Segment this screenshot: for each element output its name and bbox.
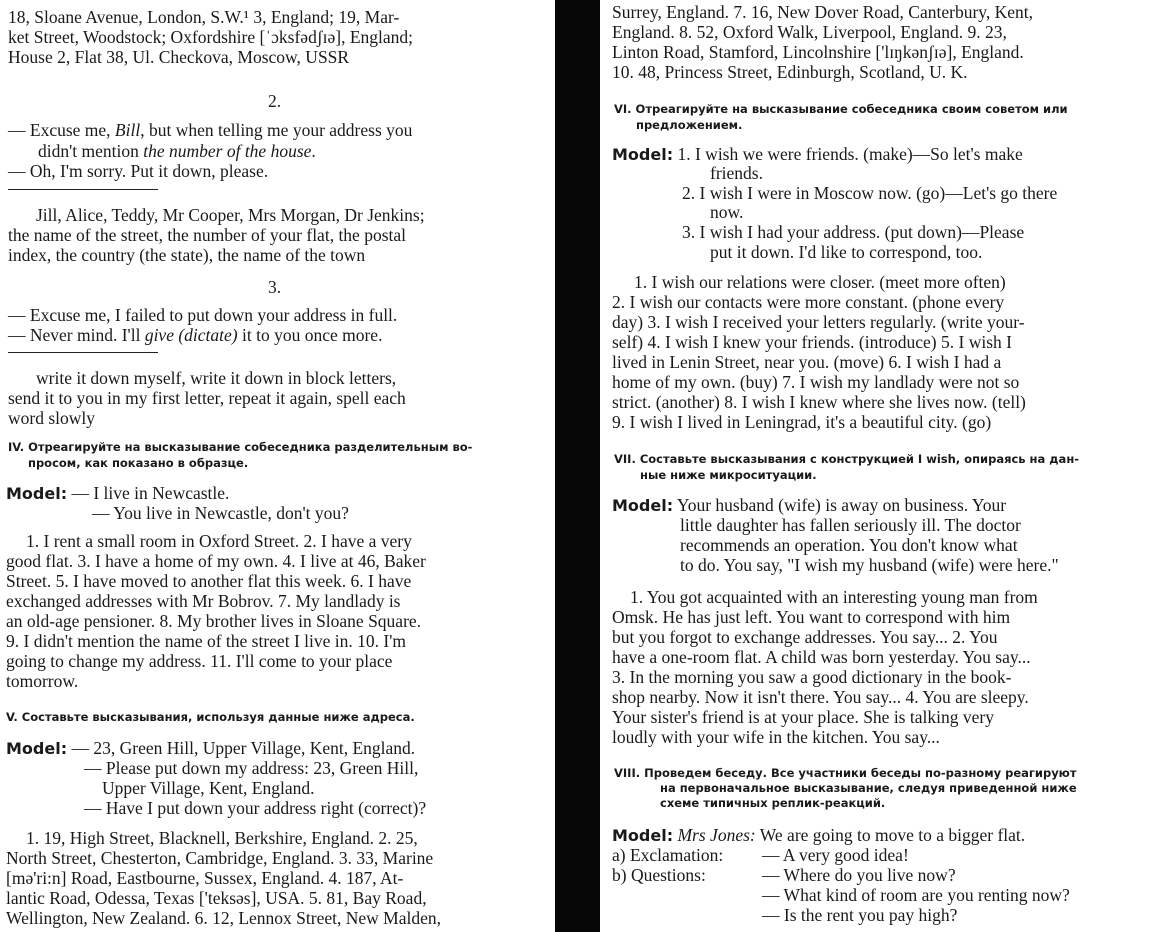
model-block: Model: 1. I wish we were friends. (make)—So let's make — [612, 144, 1023, 164]
divider-rule — [8, 352, 158, 353]
model-line: now. — [710, 202, 744, 222]
section-number: 3. — [268, 277, 282, 297]
model-line: — Where do you live now? — [762, 865, 956, 885]
exercise-heading: на первоначальное высказывание, следуя приведенной ниже — [660, 781, 1077, 795]
text-line: [mə'ri:n] Road, Eastbourne, Sussex, England. 4. 187, At- — [6, 868, 404, 888]
text-line: 1. You got acquainted with an interesting young man from — [630, 587, 1038, 607]
model-block: Model: Your husband (wife) is away on business. Your — [612, 495, 1007, 515]
dialogue-line: didn't mention the number of the house. — [38, 141, 316, 161]
model-line: put it down. I'd like to correspond, too. — [710, 242, 983, 262]
text-line: House 2, Flat 38, Ul. Checkova, Moscow, USSR — [8, 47, 350, 67]
dialogue-line: — Excuse me, I failed to put down your address in full. — [8, 305, 398, 325]
page-gutter — [555, 0, 600, 932]
text-line: North Street, Chesterton, Cambridge, England. 3. 33, Marine — [6, 848, 434, 868]
text-line: 1. I wish our relations were closer. (meet more often) — [634, 272, 1006, 292]
text-line: an old-age pensioner. 8. My brother lives in Sloane Square. — [6, 611, 422, 631]
text-line: lantic Road, Odessa, Texas ['teksəs], USA. 5. 81, Bay Road, — [6, 888, 427, 908]
dialogue-line: — Excuse me, Bill, but when telling me your address you — [8, 120, 413, 140]
text-line: shop nearby. Now it isn't there. You say... 4. You are sleepy. — [612, 687, 1029, 707]
text-line: 3. In the morning you saw a good dictionary in the book- — [612, 667, 1012, 687]
text-line: index, the country (the state), the name of the town — [8, 245, 366, 265]
text-line: write it down myself, write it down in block letters, — [36, 368, 397, 388]
model-line-label: a) Exclamation: — [612, 845, 724, 865]
model-block: Model: — I live in Newcastle. — [6, 483, 230, 503]
text-line: lived in Lenin Street, near you. (move) 6. I wish I had a — [612, 352, 1002, 372]
model-line: — Please put down my address: 23, Green Hill, — [84, 758, 419, 778]
model-line: recommends an operation. You don't know what — [680, 535, 1018, 555]
text-line: but you forgot to exchange addresses. You say... 2. You — [612, 627, 998, 647]
text-line: loudly with your wife in the kitchen. You say... — [612, 727, 940, 747]
exercise-heading: V. Составьте высказывания, используя данные ниже адреса. — [6, 710, 415, 724]
text-line: the name of the street, the number of your flat, the postal — [8, 225, 406, 245]
text-line: 1. 19, High Street, Blacknell, Berkshire, England. 2. 25, — [26, 828, 418, 848]
text-line: 9. I wish I lived in Leningrad, it's a beautiful city. (go) — [612, 412, 992, 432]
text-line: Street. 5. I have moved to another flat this week. 6. I have — [6, 571, 412, 591]
text-line: 18, Sloane Avenue, London, S.W.¹ 3, England; 19, Mar- — [8, 7, 400, 27]
exercise-heading: предложением. — [636, 118, 743, 132]
text-line: have a one-room flat. A child was born yesterday. You say... — [612, 647, 1031, 667]
model-line: 2. I wish I were in Moscow now. (go)—Let's go there — [682, 183, 1058, 203]
text-line: word slowly — [8, 408, 96, 428]
section-number: 2. — [268, 91, 282, 111]
exercise-heading: схеме типичных реплик-реакций. — [660, 796, 886, 810]
text-line: 2. I wish our contacts were more constant. (phone every — [612, 292, 1005, 312]
left-page — [0, 0, 560, 932]
text-line: Linton Road, Stamford, Lincolnshire ['lɪŋkənʃɪə], England. — [612, 42, 1024, 62]
text-line: Wellington, New Zealand. 6. 12, Lennox Street, New Malden, — [6, 908, 442, 928]
exercise-heading: просом, как показано в образце. — [28, 456, 249, 470]
text-line: self) 4. I wish I knew your friends. (introduce) 5. I wish I — [612, 332, 1012, 352]
text-line: Omsk. He has just left. You want to correspond with him — [612, 607, 1011, 627]
model-line: to do. You say, "I wish my husband (wife) were here." — [680, 555, 1059, 575]
text-line: 1. I rent a small room in Oxford Street. 2. I have a very — [26, 531, 412, 551]
text-line: going to change my address. 11. I'll come to your place — [6, 651, 393, 671]
text-line: England. 8. 52, Oxford Walk, Liverpool, England. 9. 23, — [612, 22, 1007, 42]
model-line: — Is the rent you pay high? — [762, 905, 958, 925]
dialogue-line: — Oh, I'm sorry. Put it down, please. — [8, 161, 269, 181]
exercise-heading: VIII. Проведем беседу. Все участники беседы по-разному реагируют — [614, 766, 1077, 780]
divider-rule — [8, 189, 158, 190]
text-line: 10. 48, Princess Street, Edinburgh, Scotland, U. K. — [612, 62, 968, 82]
model-line: — You live in Newcastle, don't you? — [92, 503, 349, 523]
text-line: 9. I didn't mention the name of the street I live in. 10. I'm — [6, 631, 406, 651]
exercise-heading: VI. Отреагируйте на высказывание собеседника своим советом или — [614, 102, 1068, 116]
exercise-heading: IV. Отреагируйте на высказывание собеседника разделительным во- — [8, 440, 473, 454]
exercise-heading: ные ниже микроситуации. — [640, 468, 817, 482]
text-line: Your sister's friend is at your place. She is talking very — [612, 707, 994, 727]
text-line: Surrey, England. 7. 16, New Dover Road, Canterbury, Kent, — [612, 2, 1034, 22]
model-line: — Have I put down your address right (correct)? — [84, 798, 427, 818]
text-line: ket Street, Woodstock; Oxfordshire [ˈɔksfədʃɪə], England; — [8, 27, 414, 47]
right-page — [600, 0, 1156, 932]
model-line: — What kind of room are you renting now? — [762, 885, 1070, 905]
text-line: home of my own. (buy) 7. I wish my landlady were not so — [612, 372, 1020, 392]
text-line: strict. (another) 8. I wish I knew where she lives now. (tell) — [612, 392, 1026, 412]
model-line-label: b) Questions: — [612, 865, 706, 885]
text-line: exchanged addresses with Mr Bobrov. 7. My landlady is — [6, 591, 401, 611]
model-line: Upper Village, Kent, England. — [102, 778, 315, 798]
model-line: little daughter has fallen seriously ill. The doctor — [680, 515, 1021, 535]
model-block: Model: Mrs Jones: We are going to move to a bigger flat. — [612, 825, 1026, 845]
text-line: day) 3. I wish I received your letters regularly. (write your- — [612, 312, 1025, 332]
text-line: Jill, Alice, Teddy, Mr Cooper, Mrs Morgan, Dr Jenkins; — [36, 205, 425, 225]
model-line: — A very good idea! — [762, 845, 909, 865]
model-line: 3. I wish I had your address. (put down)—Please — [682, 222, 1025, 242]
model-line: friends. — [710, 163, 763, 183]
text-line: tomorrow. — [6, 671, 79, 691]
text-line: good flat. 3. I have a home of my own. 4. I live at 46, Baker — [6, 551, 426, 571]
model-block: Model: — 23, Green Hill, Upper Village, Kent, England. — [6, 738, 416, 758]
text-line: send it to you in my first letter, repeat it again, spell each — [8, 388, 406, 408]
dialogue-line: — Never mind. I'll give (dictate) it to you once more. — [8, 325, 383, 345]
exercise-heading: VII. Составьте высказывания с конструкцией I wish, опираясь на дан- — [614, 452, 1080, 466]
